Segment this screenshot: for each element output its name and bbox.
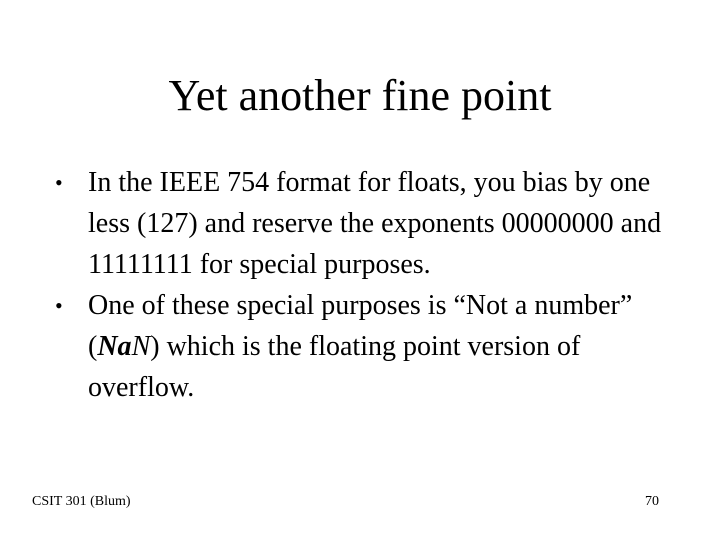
bullet-item (55, 162, 675, 285)
bullet-text (88, 290, 632, 403)
bullet-text-after: ) which is the floating point version of overflow. (88, 331, 581, 403)
nan-emphasis-plain: N (131, 331, 151, 362)
bullet-text: In the IEEE 754 format for floats, you bias by one less (127) and reserve the exponents 00000000 and 11111111 for special purposes. (88, 167, 662, 280)
page-number: 70 (645, 494, 659, 509)
bullet-list (55, 162, 675, 408)
slide-title: Yet another fine point (168, 71, 552, 120)
bullet-icon: • (55, 170, 63, 195)
bullet-icon: • (55, 293, 63, 318)
bullet-text-before: One of these special purposes is “Not a number” ( (88, 290, 633, 362)
bullet-item (55, 285, 675, 408)
nan-emphasis: Na (97, 331, 132, 362)
footer-course-label: CSIT 301 (Blum) (32, 494, 131, 509)
